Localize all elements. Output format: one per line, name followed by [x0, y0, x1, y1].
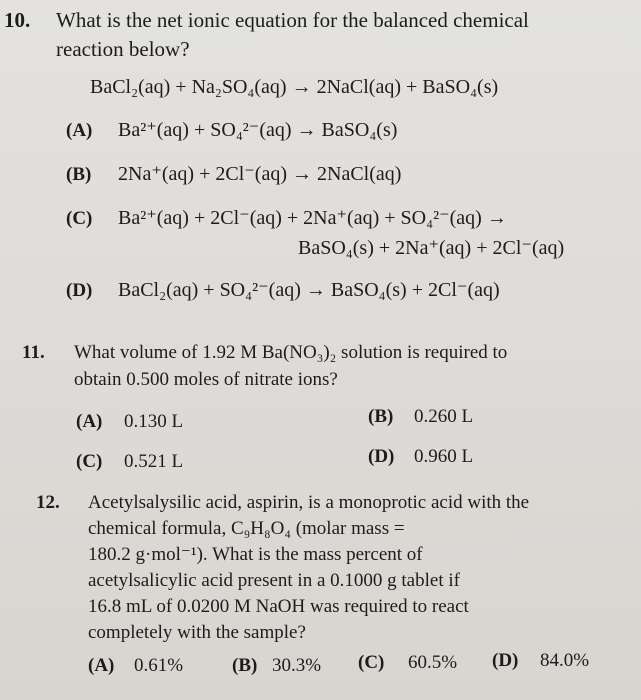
q12-option-d-label: (D) — [492, 650, 519, 671]
q11-option-a-text: 0.130 L — [124, 411, 184, 432]
q12-option-a-label: (A) — [88, 655, 115, 676]
q11-number: 11. — [22, 342, 45, 363]
q12-option-d-text: 84.0% — [540, 650, 590, 671]
q12-option-b-text: 30.3% — [272, 655, 322, 676]
q12-option-c-text: 60.5% — [408, 652, 458, 673]
q12-stem-line6: completely with the sample? — [88, 622, 306, 643]
q12-option-c-label: (C) — [358, 652, 385, 673]
q11-option-d-text: 0.960 L — [414, 446, 474, 467]
q12-stem-line3: 180.2 g·mol⁻¹). What is the mass percent of — [88, 544, 423, 565]
q10-stem-line2: reaction below? — [56, 37, 190, 61]
q10-option-d-label: (D) — [66, 280, 93, 301]
q12-number: 12. — [36, 492, 60, 513]
q10-option-c-label: (C) — [66, 208, 93, 229]
q10-option-b-text: 2Na⁺(aq) + 2Cl⁻(aq) → 2NaCl(aq) — [118, 163, 402, 185]
q10-number: 10. — [4, 8, 31, 32]
q11-option-b-label: (B) — [368, 406, 394, 427]
q10-option-a-label: (A) — [66, 120, 93, 141]
q10-option-a-text: Ba²⁺(aq) + SO₄²⁻(aq) → BaSO₄(s) — [118, 119, 398, 141]
q12-stem-line4: acetylsalicylic acid present in a 0.1000 g tablet if — [88, 570, 460, 591]
q10-option-b-label: (B) — [66, 164, 92, 185]
q12-stem-line5: 16.8 mL of 0.0200 M NaOH was required to react — [88, 596, 469, 617]
q10-stem-line1: What is the net ionic equation for the balanced chemical — [56, 8, 529, 32]
q11-option-d-label: (D) — [368, 446, 395, 467]
q12-option-b-label: (B) — [232, 655, 258, 676]
q10-option-c-continuation: BaSO₄(s) + 2Na⁺(aq) + 2Cl⁻(aq) — [298, 237, 565, 259]
q10-option-d-text: BaCl₂(aq) + SO₄²⁻(aq) → BaSO₄(s) + 2Cl⁻(aq) — [118, 279, 500, 301]
q11-option-c-label: (C) — [76, 451, 103, 472]
q11-option-b-text: 0.260 L — [414, 406, 474, 427]
q12-option-a-text: 0.61% — [134, 655, 184, 676]
q11-option-c-text: 0.521 L — [124, 451, 184, 472]
q10-reaction: BaCl₂(aq) + Na₂SO₄(aq) → 2NaCl(aq) + BaSO₄(s) — [90, 76, 499, 98]
q11-option-a-label: (A) — [76, 411, 103, 432]
q10-option-c-text: Ba²⁺(aq) + 2Cl⁻(aq) + 2Na⁺(aq) + SO₄²⁻(aq) → — [118, 207, 507, 229]
q12-stem-line2: chemical formula, C₉H₈O₄ (molar mass = — [88, 518, 405, 539]
q11-stem-line2: obtain 0.500 moles of nitrate ions? — [74, 369, 338, 390]
q12-stem-line1: Acetylsalysilic acid, aspirin, is a monoprotic acid with the — [88, 492, 530, 513]
q11-stem-line1: What volume of 1.92 M Ba(NO₃)₂ solution is required to — [74, 342, 508, 363]
